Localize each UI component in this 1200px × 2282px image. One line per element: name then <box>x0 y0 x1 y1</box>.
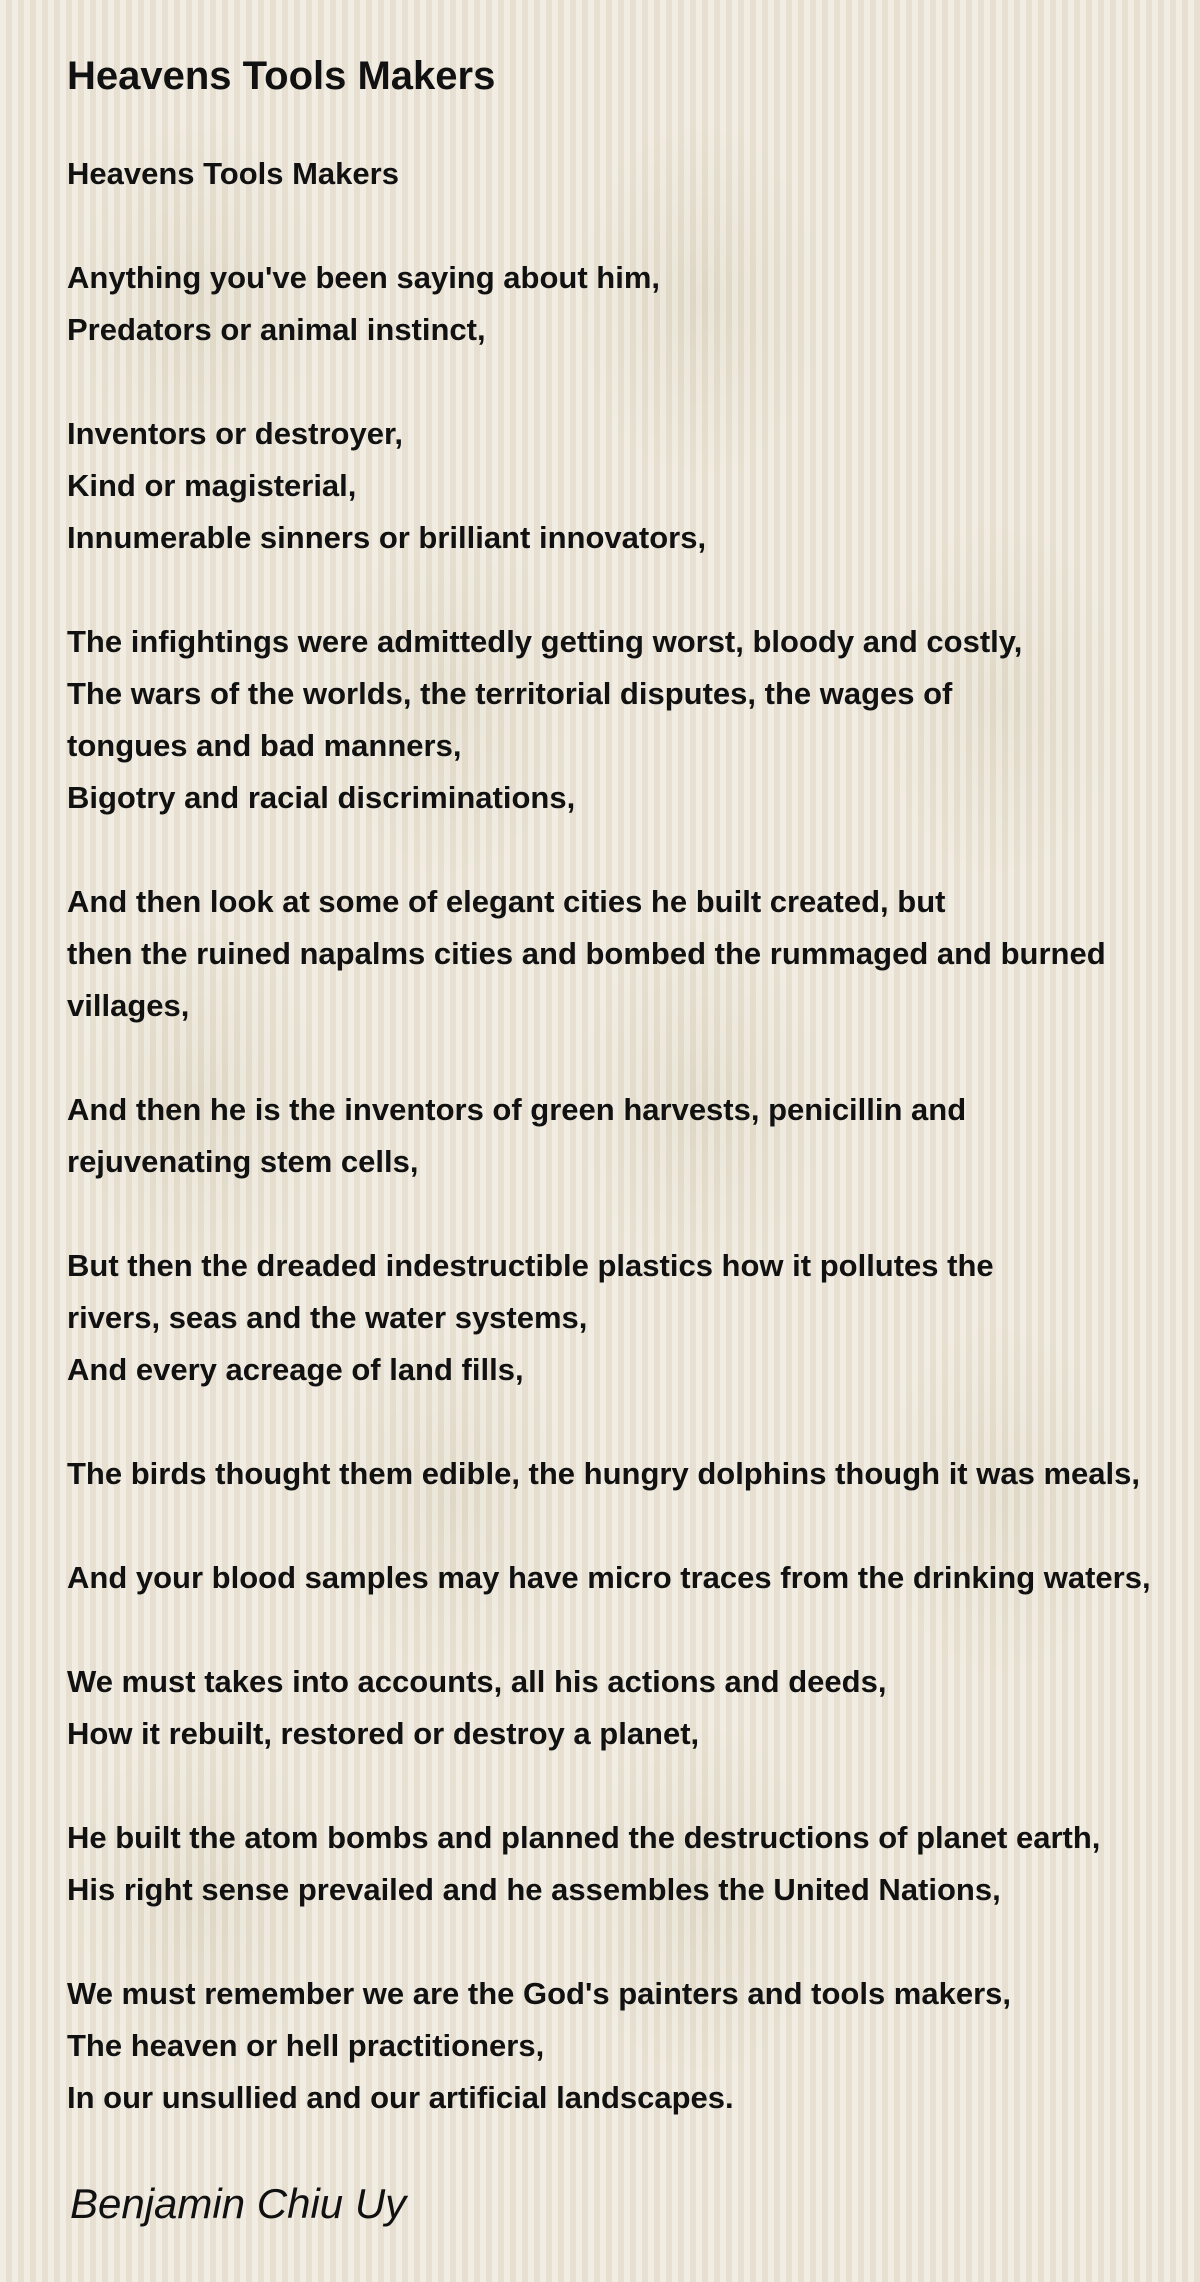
stanza <box>67 876 1200 1032</box>
poem-line: then the ruined napalms cities and bombed the rummaged and burned <box>67 936 1106 971</box>
poem-line: Kind or magisterial, <box>67 468 357 503</box>
poem-line: The birds thought them edible, the hungry dolphins though it was meals, <box>67 1456 1140 1491</box>
poem-line: Heavens Tools Makers <box>67 156 399 191</box>
poem-line: We must remember we are the God's painters and tools makers, <box>67 1976 1012 2011</box>
poem-line: And every acreage of land fills, <box>67 1352 524 1387</box>
poem-line: rejuvenating stem cells, <box>67 1144 419 1179</box>
stanza <box>67 616 1200 824</box>
poem-line: Bigotry and racial discriminations, <box>67 780 576 815</box>
poem-title: Heavens Tools Makers <box>67 54 496 98</box>
poem-line: villages, <box>67 988 190 1023</box>
poem-line: How it rebuilt, restored or destroy a planet, <box>67 1716 700 1751</box>
poem-line: But then the dreaded indestructible plastics how it pollutes the <box>67 1248 994 1283</box>
poem-line: rivers, seas and the water systems, <box>67 1300 588 1335</box>
poem-line: The wars of the worlds, the territorial disputes, the wages of <box>67 676 953 711</box>
poem-line: He built the atom bombs and planned the destructions of planet earth, <box>67 1820 1101 1855</box>
stanza <box>67 148 1200 200</box>
stanza <box>67 1552 1200 1604</box>
stanza <box>67 1084 1200 1188</box>
poem-line: And your blood samples may have micro traces from the drinking waters, <box>67 1560 1151 1595</box>
poem-author: Benjamin Chiu Uy <box>70 2180 407 2227</box>
poem-line: Predators or animal instinct, <box>67 312 486 347</box>
poem-line: We must takes into accounts, all his actions and deeds, <box>67 1664 887 1699</box>
poem-line: tongues and bad manners, <box>67 728 462 763</box>
poem-line: The infightings were admittedly getting worst, bloody and costly, <box>67 624 1023 659</box>
poem-line: In our unsullied and our artificial landscapes. <box>67 2080 734 2115</box>
stanza <box>67 1968 1200 2124</box>
poem-line: And then he is the inventors of green harvests, penicillin and <box>67 1092 967 1127</box>
stanza <box>67 1240 1200 1396</box>
poem-line: Inventors or destroyer, <box>67 416 403 451</box>
poem-line: Anything you've been saying about him, <box>67 260 660 295</box>
poem-line: Innumerable sinners or brilliant innovators, <box>67 520 707 555</box>
stanza <box>67 1656 1200 1760</box>
stanza <box>67 1812 1200 1916</box>
poem-line: And then look at some of elegant cities he built created, but <box>67 884 946 919</box>
stanza <box>67 1448 1200 1500</box>
poem-line: His right sense prevailed and he assembles the United Nations, <box>67 1872 1001 1907</box>
poem-line: The heaven or hell practitioners, <box>67 2028 545 2063</box>
stanza <box>67 408 1200 564</box>
poem-body <box>67 148 1200 2124</box>
stanza <box>67 252 1200 356</box>
